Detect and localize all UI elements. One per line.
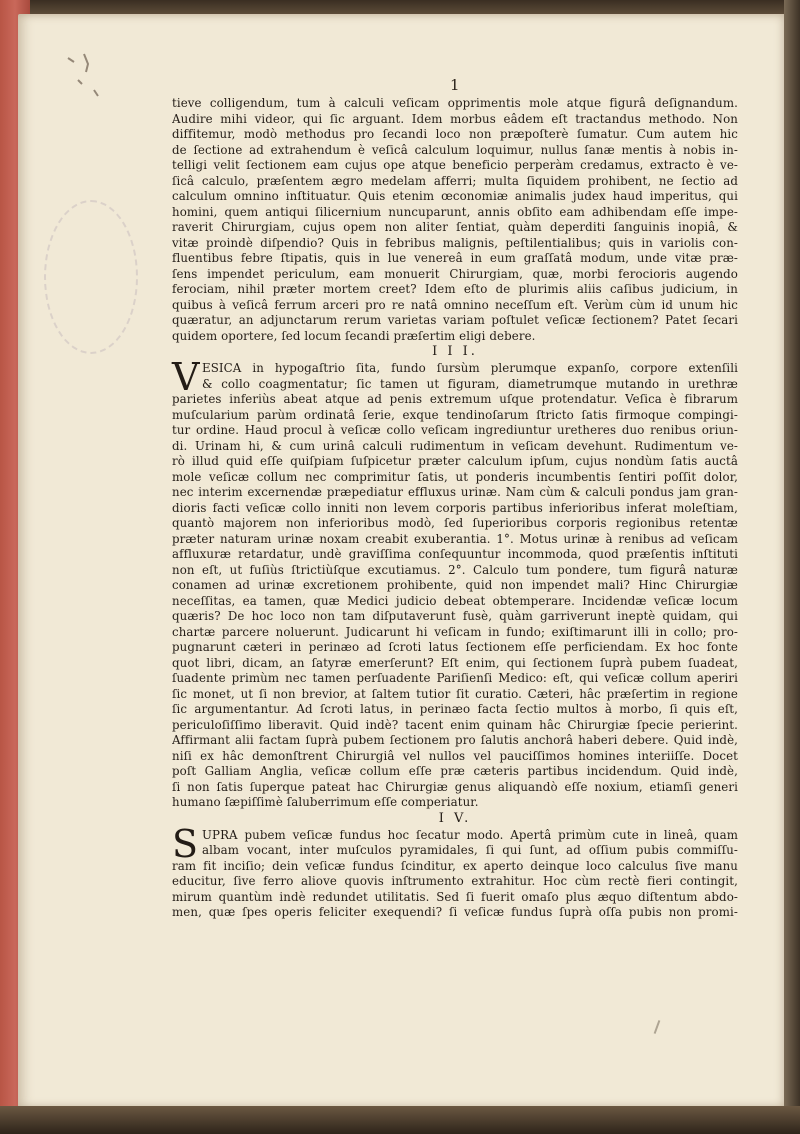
- drop-cap-letter: V: [172, 355, 200, 399]
- text-line: ſens impendet periculum, eam monuerit Chirurgiam, quæ, morbi ferocioris augendo: [172, 266, 738, 281]
- text-line: quantò majorem non inferioribus modò, ſed ſuperioribus corporis regionibus retentæ: [172, 516, 738, 530]
- text-line: ſicâ calculo, præſentem ægro medelam afferri; multa ſiquidem prohibent, ne ſectio ad: [172, 173, 738, 188]
- text-line: ſic monet, ut ſi non brevior, at ſaltem tutior ſit curatio. Cæteri, hâc præſertim in regione: [172, 686, 738, 701]
- text-line: tieve colligendum, tum à calculi veſicam opprimentis mole atque figurâ deſignandum.: [172, 96, 738, 110]
- drop-cap-letter: S: [172, 821, 199, 866]
- main-text: [172, 96, 738, 921]
- text-line: fluentibus febre ſtipatis, quis in lue venereâ in eum graſſatâ modum, unde vitæ præ-: [172, 251, 738, 265]
- text-line: Affirmant alii factam ſuprà pubem ſectionem pro ſalutis anchorâ haberi debere. Quid indè,: [172, 733, 738, 747]
- text-line: nec interim excernendæ præpediatur effluxus urinæ. Nam cùm & calculi pondus jam gran-: [172, 485, 738, 499]
- text-line: ferociam, nihil præter mortem creet? Idem eſto de plurimis aliis caſibus judicium, in: [172, 282, 738, 296]
- text-line: men, quæ ſpes operis feliciter exequendi? ſi veſicæ fundus ſuprà oſſa pubis non promi-: [172, 905, 738, 919]
- text-line: vitæ proindè diſpendio? Quis in febribus malignis, peſtilentialibus; quis in variolis con-: [172, 235, 738, 250]
- text-line: mole veſicæ collum nec comprimitur ſatis, ut ponderis incumbentis ſentiri poſſit dolor,: [172, 469, 738, 484]
- text-line: educitur, ſive ferro aliove quovis inſtrumento extrahitur. Hoc cùm rectè fieri contingit,: [172, 874, 738, 888]
- section-3: [172, 355, 738, 811]
- text-line: diffitemur, modò methodus pro ſecandi loco non præpoſterè ſumatur. Cum autem hic: [172, 127, 738, 141]
- section-heading-4: I V.: [438, 810, 472, 826]
- text-line: affluxuræ retardatur, undè graviſſima conſequuntur incommoda, quod præſentis inſtituti: [172, 547, 738, 561]
- text-line: de ſectione ad extrahendum è veſicâ calculum loquimur, nullus ſanæ mentis à nobis in-: [172, 142, 738, 157]
- text-line: ſic argumentantur. Ad ſcroti latus, in perinæo facta ſectio multos à morbo, ſi quis eſt,: [172, 702, 738, 716]
- faded-library-stamp: [44, 200, 138, 354]
- text-line: ſi non ſatis ſuperque pateat hac Chirurgiæ genus aliquandò eſſe noxium, etiamſi generi: [172, 779, 738, 794]
- text-line: di. Urinam hi, & cum urinâ calculi rudimentum in veſicam devehunt. Rudimentum ve-: [172, 438, 738, 453]
- text-line: ESICA in hypogaſtrio ſita, fundo ſursùm plerumque expanſo, corpore extenſili: [202, 361, 738, 375]
- text-line: ſuadente primùm nec tamen perſuadente Pariſienſi Medico: eſt, qui veſicæ collum aperiri: [172, 671, 738, 685]
- text-line: Audire mihi videor, qui ſic arguant. Idem morbus eâdem eſt tractandus methodo. Non: [172, 111, 738, 126]
- text-line: quæris? De hoc loco non tam diſputaverunt fusè, quàm garriverunt ineptè quidam, qui: [172, 609, 738, 623]
- ink-scribble-marks: [64, 50, 114, 110]
- text-line: quot libri, dicam, an ſatyræ emerſerunt? Eſt enim, qui ſectionem ſuprà pubem ſuadeat,: [172, 655, 738, 670]
- text-line: non eſt, ut fuſiùs ſtrictiùſque excutiamus. 2°. Calculo tum pondere, tum figurâ naturæ: [172, 562, 738, 577]
- text-line: rò illud quid eſſe quiſpiam ſuſpicetur præter calculum ipſum, cujus nondùm ſatis auctâ: [172, 454, 738, 468]
- text-line: ram fit inciſio; dein veſicæ fundus ſcinditur, ex aperto deinque loco calculus ſive manu: [172, 858, 738, 873]
- page-number: 1: [450, 76, 460, 94]
- text-line: muſcularium parùm ordinatâ ſerie, exque tendinoſarum ſtricto ſatis firmoque compingi-: [172, 407, 738, 422]
- text-line: niſi ex hâc demonſtrent Chirurgiâ vel nullos vel pauciſſimos homines interiiſſe. Docet: [172, 748, 738, 763]
- text-line: quibus à veſicâ ferrum arceri pro re natâ omnino neceſſum eſt. Verùm cùm id unum hic: [172, 297, 738, 312]
- text-line: albam vocant, inter muſculos pyramidales, ſi qui ſunt, ad oſſium pubis commiſſu-: [202, 843, 738, 857]
- section-4: [172, 821, 738, 921]
- text-line: poſt Galliam Anglia, veſicæ collum eſſe præ cæteris partibus incidendum. Quid indè,: [172, 764, 738, 778]
- scan-bottom-edge: [0, 1106, 800, 1134]
- text-line: raverit Chirurgiam, cujus opem non aliter ſentiat, quàm deperditi ſanguinis inopiâ, &: [172, 220, 738, 234]
- paragraph-intro: [172, 96, 738, 344]
- text-line: humano ſæpiſſimè ſaluberrimum eſſe comperiatur.: [172, 795, 479, 809]
- section-heading-3: I I I.: [432, 344, 478, 359]
- text-line: periculoſiſſimo liberavit. Quid indè? tacent enim quinam hâc Chirurgiæ ſpecie perierint.: [172, 717, 738, 732]
- text-line: pugnarunt cæteri in perinæo ad ſcroti latus ſectionem eſſe perficiendam. Ex hoc fonte: [172, 640, 738, 654]
- text-line: neceſſitas, ea tamen, quæ Medici judicio debeat obtemperare. Incidendæ veſicæ locum: [172, 593, 738, 608]
- text-line: parietes inferiùs abeat atque ad penis extremum uſque protendatur. Veſica è fibrarum: [172, 392, 738, 406]
- text-line: calculum omnino inſtituatur. Quis etenim œconomiæ animalis judex haud imperitus, qui: [172, 189, 738, 203]
- text-line: telligi velit ſectionem eam cujus ope atque beneficio perperàm credamus, extracto è ve-: [172, 158, 738, 172]
- scan-right-edge: [784, 0, 800, 1134]
- text-line: & collo coagmentatur; ſic tamen ut figuram, diametrumque mutando in urethræ: [202, 376, 738, 391]
- text-line: quæratur, an adjunctarum rerum varietas variam poſtulet veſicæ ſectionem? Patet ſecari: [172, 313, 738, 327]
- text-line: mirum quantùm indè redundet utilitatis. Sed ſi fuerit omaſo plus æquo diſtentum abdo-: [172, 889, 738, 904]
- text-line: dioris facti veſicæ collo inniti non levem corporis partibus inferioribus inferat moleſtiam,: [172, 500, 738, 515]
- text-line: tur ordine. Haud procul à veſicæ collo veſicam ingrediuntur uretheres duo renibus oriun-: [172, 423, 738, 437]
- text-line: UPRA pubem veſicæ fundus hoc ſecatur modo. Apertâ primùm cute in lineâ, quam: [202, 827, 738, 842]
- text-line: quidem oportere, ſed locum ſecandi præſertim eligi debere.: [172, 328, 536, 343]
- text-line: conamen ad urinæ excretionem prohibente, quid non impendet mali? Hinc Chirurgiæ: [172, 578, 738, 592]
- text-line: homini, quem antiqui ſilicernium nuncuparunt, annis obſito eam adhibendam eſſe impe-: [172, 204, 738, 219]
- text-line: præter naturam urinæ noxam creabit exuberantia. 1°. Motus urinæ à renibus ad veſicam: [172, 531, 738, 546]
- text-line: chartæ parcere noluerunt. Judicarunt hi veſicam in fundo; exiſtimarunt illi in collo; pro-: [172, 624, 738, 639]
